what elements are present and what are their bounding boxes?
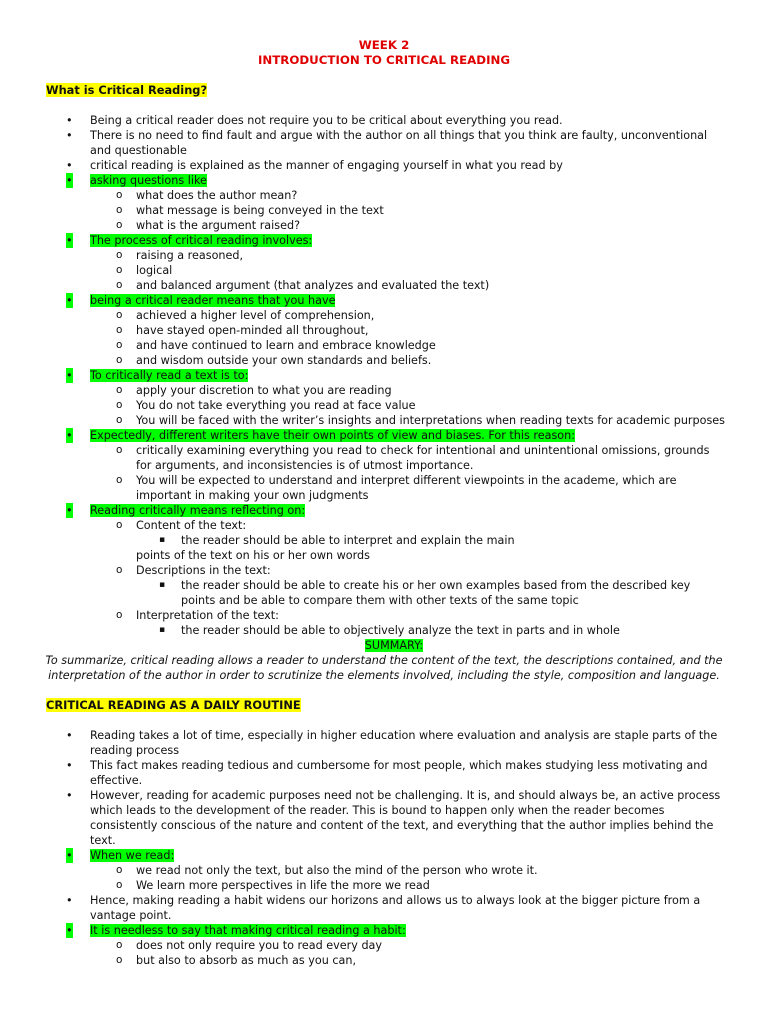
list-item-text: Reading critically means reflecting on:	[90, 504, 306, 517]
list-item-text: critical reading is explained as the manner of engaging yourself in what you read by	[90, 159, 563, 172]
list-item-text: being a critical reader means that you have	[90, 294, 336, 307]
list-item	[0, 443, 768, 473]
list-item-text: the reader should be able to objectively analyze the text in parts and in whole	[181, 624, 620, 637]
section2-list	[0, 728, 768, 968]
list-item-text: We learn more perspectives in life the more we read	[136, 879, 430, 892]
list-item-text: Being a critical reader does not require you to be critical about everything you read.	[90, 114, 563, 127]
list-item	[0, 938, 768, 953]
list-item	[0, 563, 768, 578]
list-item	[0, 878, 768, 893]
list-item-text: does not only require you to read every day	[136, 939, 383, 952]
list-item-text: what does the author mean?	[136, 189, 298, 202]
list-item	[0, 758, 768, 788]
list-item	[0, 203, 768, 218]
summary-label: SUMMARY:	[364, 639, 424, 652]
list-item-text: This fact makes reading tedious and cumbersome for most people, which makes studying less motivating and effective.	[90, 759, 708, 787]
list-item-text: You will be faced with the writer’s insights and interpretations when reading texts for academic purposes	[136, 414, 725, 427]
list-item-text: apply your discretion to what you are reading	[136, 384, 392, 397]
list-item	[0, 728, 768, 758]
list-item-text: logical	[136, 264, 173, 277]
list-item-text: Interpretation of the text:	[136, 609, 279, 622]
list-item-text: the reader should be able to interpret and explain the main	[181, 534, 515, 547]
list-item	[0, 188, 768, 203]
list-item	[0, 923, 768, 938]
list-item-text: critically examining everything you read to check for intentional and unintentional omissions, grounds for arguments, and inconsistencies is of utmost importance.	[136, 444, 710, 472]
list-item	[0, 863, 768, 878]
list-item	[0, 278, 768, 293]
list-item-text: The process of critical reading involves:	[90, 234, 313, 247]
list-item	[0, 503, 768, 518]
list-item-text: There is no need to find fault and argue with the author on all things that you think are faulty, unconventional and questionable	[90, 129, 708, 157]
list-item-text: Content of the text:	[136, 519, 247, 532]
list-item	[0, 533, 768, 548]
list-item	[0, 128, 768, 158]
list-item	[0, 413, 768, 428]
list-item	[0, 233, 768, 248]
list-item	[0, 308, 768, 323]
list-item-text: what is the argument raised?	[136, 219, 301, 232]
list-item-text: achieved a higher level of comprehension,	[136, 309, 375, 322]
list-item-text: Hence, making reading a habit widens our horizons and allows us to always look at the bigger picture from a vantage point.	[90, 894, 701, 922]
list-item-text: and wisdom outside your own standards and beliefs.	[136, 354, 432, 367]
list-item-text: and balanced argument (that analyzes and evaluated the text)	[136, 279, 490, 292]
list-item	[0, 473, 768, 503]
list-item	[0, 218, 768, 233]
list-item-text: what message is being conveyed in the text	[136, 204, 384, 217]
list-item-text: Reading takes a lot of time, especially in higher education where evaluation and analysis are staple parts of the reading process	[90, 729, 718, 757]
list-item-text: It is needless to say that making critical reading a habit:	[90, 924, 406, 937]
list-item	[0, 338, 768, 353]
list-item-text: You will be expected to understand and interpret different viewpoints in the academe, which are important in making your own judgments	[136, 474, 677, 502]
list-item-text: asking questions like	[90, 174, 207, 187]
list-item	[0, 578, 768, 608]
list-item-text: we read not only the text, but also the mind of the person who wrote it.	[136, 864, 538, 877]
list-item	[0, 368, 768, 383]
list-item	[0, 293, 768, 308]
list-item-text: Expectedly, different writers have their own points of view and biases. For this reason:	[90, 429, 576, 442]
list-item-text: However, reading for academic purposes need not be challenging. It is, and should always be, an active process which leads to the development of the reader. This is bound to happen only when the reader becomes consistently conscious of the nature and content of the text, and everything that the author implies behind the text.	[90, 789, 721, 847]
list-item-text: You do not take everything you read at face value	[136, 399, 416, 412]
list-item	[0, 548, 768, 563]
list-item	[0, 953, 768, 968]
list-item	[0, 158, 768, 173]
list-item	[0, 893, 768, 923]
list-item-text: have stayed open-minded all throughout,	[136, 324, 369, 337]
list-item-text: To critically read a text is to:	[90, 369, 249, 382]
list-item	[0, 623, 768, 638]
section1-list	[0, 113, 768, 638]
week-title: WEEK 2	[358, 38, 410, 52]
list-item-text: Descriptions in the text:	[136, 564, 271, 577]
list-item-text: and have continued to learn and embrace knowledge	[136, 339, 436, 352]
list-item-text: the reader should be able to create his or her own examples based from the described key points and be able to compare them with other texts of the same topic	[181, 579, 691, 607]
list-item	[0, 398, 768, 413]
list-item	[0, 113, 768, 128]
list-item	[0, 383, 768, 398]
summary-text: To summarize, critical reading allows a reader to understand the content of the text, the descriptions contained, and the interpretation of the author in order to scrutinize the elements involved, including the style, composition and language.	[45, 654, 723, 682]
list-item	[0, 353, 768, 368]
list-item-text: but also to absorb as much as you can,	[136, 954, 357, 967]
list-item	[0, 248, 768, 263]
list-item	[0, 788, 768, 848]
list-item	[0, 323, 768, 338]
list-item	[0, 173, 768, 188]
list-item	[0, 608, 768, 623]
list-item-text: raising a reasoned,	[136, 249, 244, 262]
list-item	[0, 428, 768, 443]
section-heading-daily-routine: CRITICAL READING AS A DAILY ROUTINE	[46, 698, 301, 712]
list-item	[0, 518, 768, 533]
list-item-text: points of the text on his or her own words	[136, 549, 370, 562]
page-title: INTRODUCTION TO CRITICAL READING	[257, 53, 511, 67]
list-item	[0, 848, 768, 863]
section-heading-what-is-critical-reading: What is Critical Reading?	[46, 83, 208, 97]
list-item	[0, 263, 768, 278]
list-item-text: When we read:	[90, 849, 175, 862]
